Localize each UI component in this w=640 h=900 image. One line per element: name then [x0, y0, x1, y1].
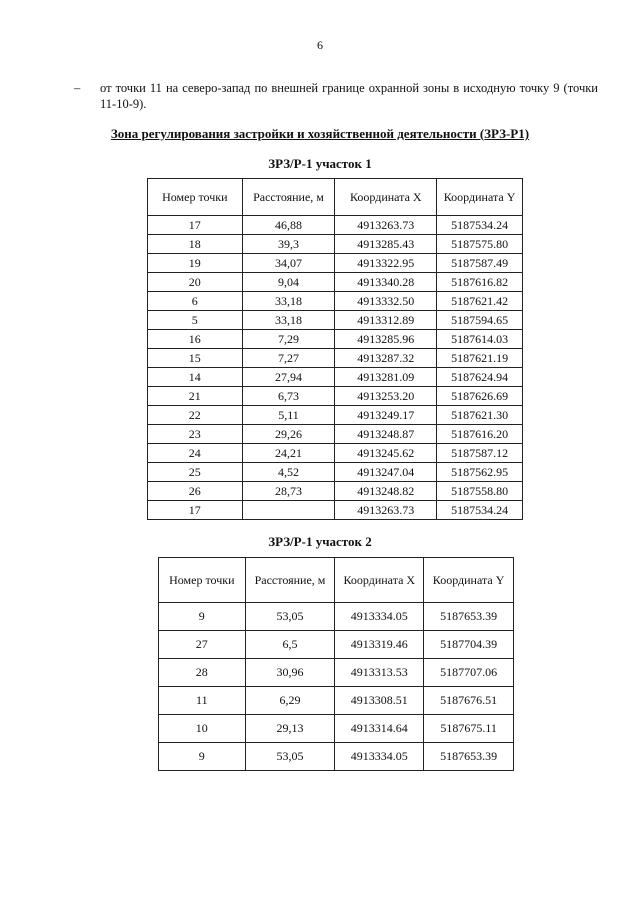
point-number-cell: 24 [148, 444, 243, 463]
distance-cell: 33,18 [242, 311, 335, 330]
coordinate-x-cell: 4913340.28 [335, 273, 437, 292]
table-row [148, 349, 523, 368]
table-row [148, 501, 523, 520]
point-number-cell: 19 [148, 254, 243, 273]
header-coordinate-y: Координата Y [437, 179, 523, 216]
distance-cell: 46,88 [242, 216, 335, 235]
coordinate-x-cell: 4913263.73 [335, 216, 437, 235]
coordinate-y-cell: 5187616.20 [437, 425, 523, 444]
table-row [148, 216, 523, 235]
coordinate-y-cell: 5187621.19 [437, 349, 523, 368]
coordinate-y-cell: 5187616.82 [437, 273, 523, 292]
coordinate-x-cell: 4913253.20 [335, 387, 437, 406]
table-row [148, 254, 523, 273]
coordinate-y-cell: 5187621.42 [437, 292, 523, 311]
coordinate-x-cell: 4913249.17 [335, 406, 437, 425]
bullet-paragraph [74, 80, 598, 112]
table-row [148, 311, 523, 330]
distance-cell [242, 501, 335, 520]
distance-cell: 9,04 [242, 273, 335, 292]
coordinate-y-cell: 5187562.95 [437, 463, 523, 482]
table-header-row [148, 179, 523, 216]
distance-cell: 24,21 [242, 444, 335, 463]
point-number-cell: 22 [148, 406, 243, 425]
coordinate-y-cell: 5187534.24 [437, 501, 523, 520]
coordinates-table-2 [158, 557, 514, 771]
point-number-cell: 26 [148, 482, 243, 501]
table-row [148, 444, 523, 463]
distance-cell: 6,73 [242, 387, 335, 406]
distance-cell: 28,73 [242, 482, 335, 501]
distance-cell: 29,13 [245, 715, 335, 743]
distance-cell: 5,11 [242, 406, 335, 425]
point-number-cell: 27 [159, 631, 246, 659]
coordinate-y-cell: 5187653.39 [424, 743, 514, 771]
table-row [159, 715, 514, 743]
coordinate-y-cell: 5187704.39 [424, 631, 514, 659]
table-row [159, 743, 514, 771]
table-row [148, 368, 523, 387]
point-number-cell: 23 [148, 425, 243, 444]
coordinate-x-cell: 4913263.73 [335, 501, 437, 520]
table-row [148, 292, 523, 311]
point-number-cell: 17 [148, 216, 243, 235]
coordinate-x-cell: 4913248.82 [335, 482, 437, 501]
table2-caption: ЗРЗ/Р-1 участок 2 [268, 534, 372, 549]
coordinate-x-cell: 4913308.51 [335, 687, 424, 715]
coordinate-x-cell: 4913245.62 [335, 444, 437, 463]
distance-cell: 4,52 [242, 463, 335, 482]
header-point-number: Номер точки [148, 179, 243, 216]
point-number-cell: 16 [148, 330, 243, 349]
point-number-cell: 6 [148, 292, 243, 311]
point-number-cell: 10 [159, 715, 246, 743]
point-number-cell: 20 [148, 273, 243, 292]
distance-cell: 30,96 [245, 659, 335, 687]
table1-caption: ЗРЗ/Р-1 участок 1 [268, 156, 372, 171]
page-number: 6 [317, 38, 323, 52]
point-number-cell: 9 [159, 743, 246, 771]
point-number-cell: 15 [148, 349, 243, 368]
point-number-cell: 21 [148, 387, 243, 406]
coordinate-x-cell: 4913285.43 [335, 235, 437, 254]
coordinate-x-cell: 4913314.64 [335, 715, 424, 743]
point-number-cell: 17 [148, 501, 243, 520]
header-distance: Расстояние, м [242, 179, 335, 216]
point-number-cell: 5 [148, 311, 243, 330]
table-row [159, 659, 514, 687]
coordinate-y-cell: 5187575.80 [437, 235, 523, 254]
table-row [148, 425, 523, 444]
point-number-cell: 9 [159, 603, 246, 631]
distance-cell: 6,5 [245, 631, 335, 659]
distance-cell: 7,29 [242, 330, 335, 349]
bullet-text: от точки 11 на северо-запад по внешней границе охранной зоны в исходную точку 9 (точки 11-10-9). [100, 81, 598, 111]
coordinate-x-cell: 4913334.05 [335, 743, 424, 771]
coordinates-table-1 [147, 178, 523, 520]
point-number-cell: 18 [148, 235, 243, 254]
table-row [148, 406, 523, 425]
header-point-number: Номер точки [159, 558, 246, 603]
point-number-cell: 11 [159, 687, 246, 715]
table-row [159, 631, 514, 659]
coordinate-x-cell: 4913287.32 [335, 349, 437, 368]
table-row [148, 387, 523, 406]
header-distance: Расстояние, м [245, 558, 335, 603]
point-number-cell: 25 [148, 463, 243, 482]
header-coordinate-x: Координата X [335, 558, 424, 603]
distance-cell: 7,27 [242, 349, 335, 368]
distance-cell: 27,94 [242, 368, 335, 387]
table-row [159, 603, 514, 631]
table-header-row [159, 558, 514, 603]
coordinate-y-cell: 5187626.69 [437, 387, 523, 406]
distance-cell: 34,07 [242, 254, 335, 273]
table-row [148, 273, 523, 292]
coordinate-y-cell: 5187614.03 [437, 330, 523, 349]
coordinate-y-cell: 5187676.51 [424, 687, 514, 715]
table-row [148, 330, 523, 349]
coordinate-x-cell: 4913322.95 [335, 254, 437, 273]
coordinate-y-cell: 5187707.06 [424, 659, 514, 687]
distance-cell: 39,3 [242, 235, 335, 254]
bullet-dash: – [74, 81, 81, 95]
coordinate-x-cell: 4913332.50 [335, 292, 437, 311]
coordinate-x-cell: 4913248.87 [335, 425, 437, 444]
coordinate-y-cell: 5187594.65 [437, 311, 523, 330]
coordinate-y-cell: 5187624.94 [437, 368, 523, 387]
coordinate-x-cell: 4913313.53 [335, 659, 424, 687]
table-row [159, 687, 514, 715]
section-title: Зона регулирования застройки и хозяйственной деятельности (ЗРЗ-Р1) [110, 126, 530, 141]
distance-cell: 33,18 [242, 292, 335, 311]
coordinate-y-cell: 5187587.12 [437, 444, 523, 463]
coordinate-x-cell: 4913285.96 [335, 330, 437, 349]
table-row [148, 463, 523, 482]
header-coordinate-y: Координата Y [424, 558, 514, 603]
distance-cell: 53,05 [245, 603, 335, 631]
coordinate-y-cell: 5187587.49 [437, 254, 523, 273]
header-coordinate-x: Координата X [335, 179, 437, 216]
table1-body [148, 216, 523, 520]
coordinate-x-cell: 4913247.04 [335, 463, 437, 482]
coordinate-x-cell: 4913312.89 [335, 311, 437, 330]
coordinate-y-cell: 5187621.30 [437, 406, 523, 425]
table-row [148, 482, 523, 501]
coordinate-y-cell: 5187675.11 [424, 715, 514, 743]
coordinate-y-cell: 5187534.24 [437, 216, 523, 235]
distance-cell: 29,26 [242, 425, 335, 444]
table-row [148, 235, 523, 254]
distance-cell: 6,29 [245, 687, 335, 715]
distance-cell: 53,05 [245, 743, 335, 771]
coordinate-y-cell: 5187558.80 [437, 482, 523, 501]
coordinate-x-cell: 4913281.09 [335, 368, 437, 387]
coordinate-y-cell: 5187653.39 [424, 603, 514, 631]
point-number-cell: 14 [148, 368, 243, 387]
coordinate-x-cell: 4913319.46 [335, 631, 424, 659]
point-number-cell: 28 [159, 659, 246, 687]
table2-body [159, 603, 514, 771]
coordinate-x-cell: 4913334.05 [335, 603, 424, 631]
